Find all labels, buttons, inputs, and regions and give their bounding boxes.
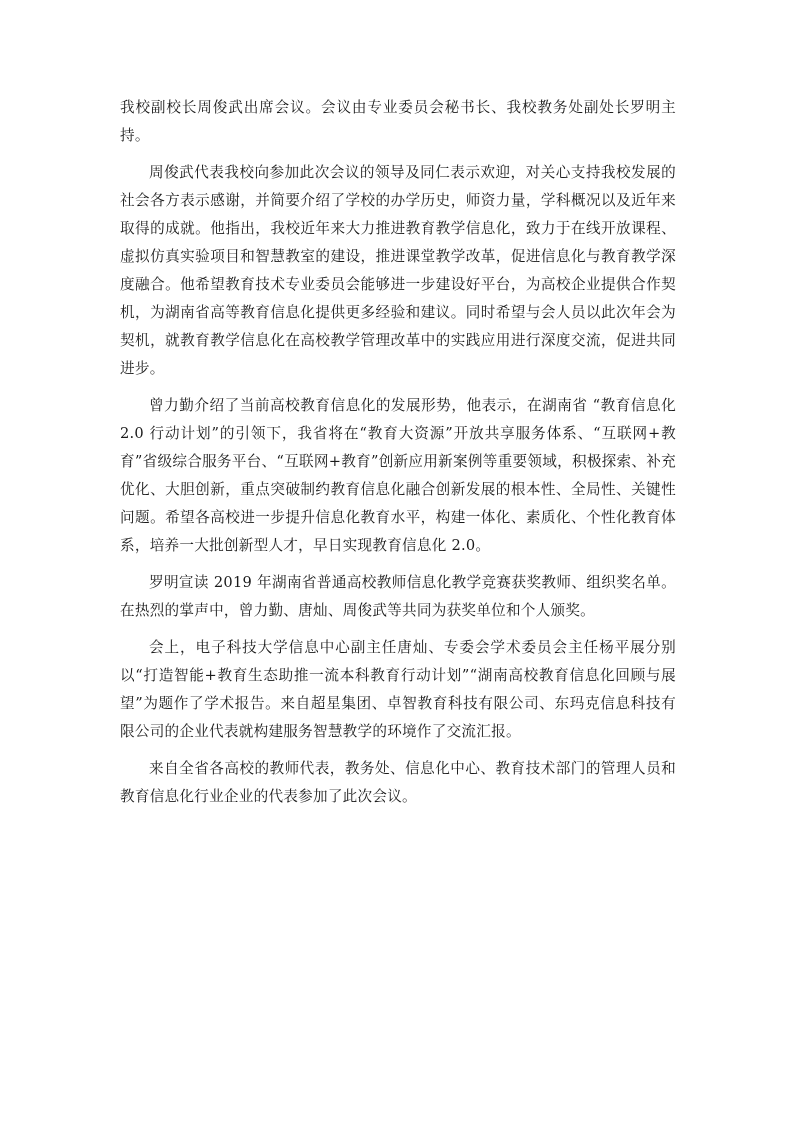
document-body: [120, 94, 676, 820]
paragraph-5: 会上，电子科技大学信息中心副主任唐灿、专委会学术委员会主任杨平展分别以“打造智能+教育生态助推一流本科教育行动计划”“湖南高校教育信息化回顾与展望”为题作了学术报告。来自超星集团、卓智教育科技有限公司、东玛克信息科技有限公司的企业代表就构建服务智慧教学的环境作了交流汇报。: [120, 639, 676, 740]
paragraph-6: 来自全省各高校的教师代表，教务处、信息化中心、教育技术部门的管理人员和教育信息化行业企业的代表参加了此次会议。: [120, 760, 676, 805]
paragraph-1: 我校副校长周俊武出席会议。会议由专业委员会秘书长、我校教务处副处长罗明主持。: [120, 99, 676, 144]
paragraph-2: 周俊武代表我校向参加此次会议的领导及同仁表示欢迎，对关心支持我校发展的社会各方表示感谢，并简要介绍了学校的办学历史，师资力量，学科概况以及近年来取得的成就。他指出，我校近年来大力推进教育教学信息化，致力于在线开放课程、虚拟仿真实验项目和智慧教室的建设，推进课堂教学改革，促进信息化与教育教学深度融合。他希望教育技术专业委员会能够进一步建设好平台，为高校企业提供合作契机，为湖南省高等教育信息化提供更多经验和建议。同时希望与会人员以此次年会为契机，就教育教学信息化在高校教学管理改革中的实践应用进行深度交流，促进共同进步。: [120, 164, 676, 377]
paragraph-3: 曾力勤介绍了当前高校教育信息化的发展形势，他表示，在湖南省 “教育信息化 2.0 行动计划”的引领下，我省将在“教育大资源”开放共享服务体系、“互联网+教育”省级综合服务平台、“互联网+教育”创新应用新案例等重要领域，积极探索、补充优化、大胆创新，重点突破制约教育信息化融合创新发展的根本性、全局性、关键性问题。希望各高校进一步提升信息化教育水平，构建一体化、素质化、个性化教育体系，培养一大批创新型人才，早日实现教育信息化 2.0。: [120, 397, 676, 554]
paragraph-4: 罗明宣读 2019 年湖南省普通高校教师信息化教学竞赛获奖教师、组织奖名单。在热烈的掌声中，曾力勤、唐灿、周俊武等共同为获奖单位和个人颁奖。: [120, 574, 676, 619]
